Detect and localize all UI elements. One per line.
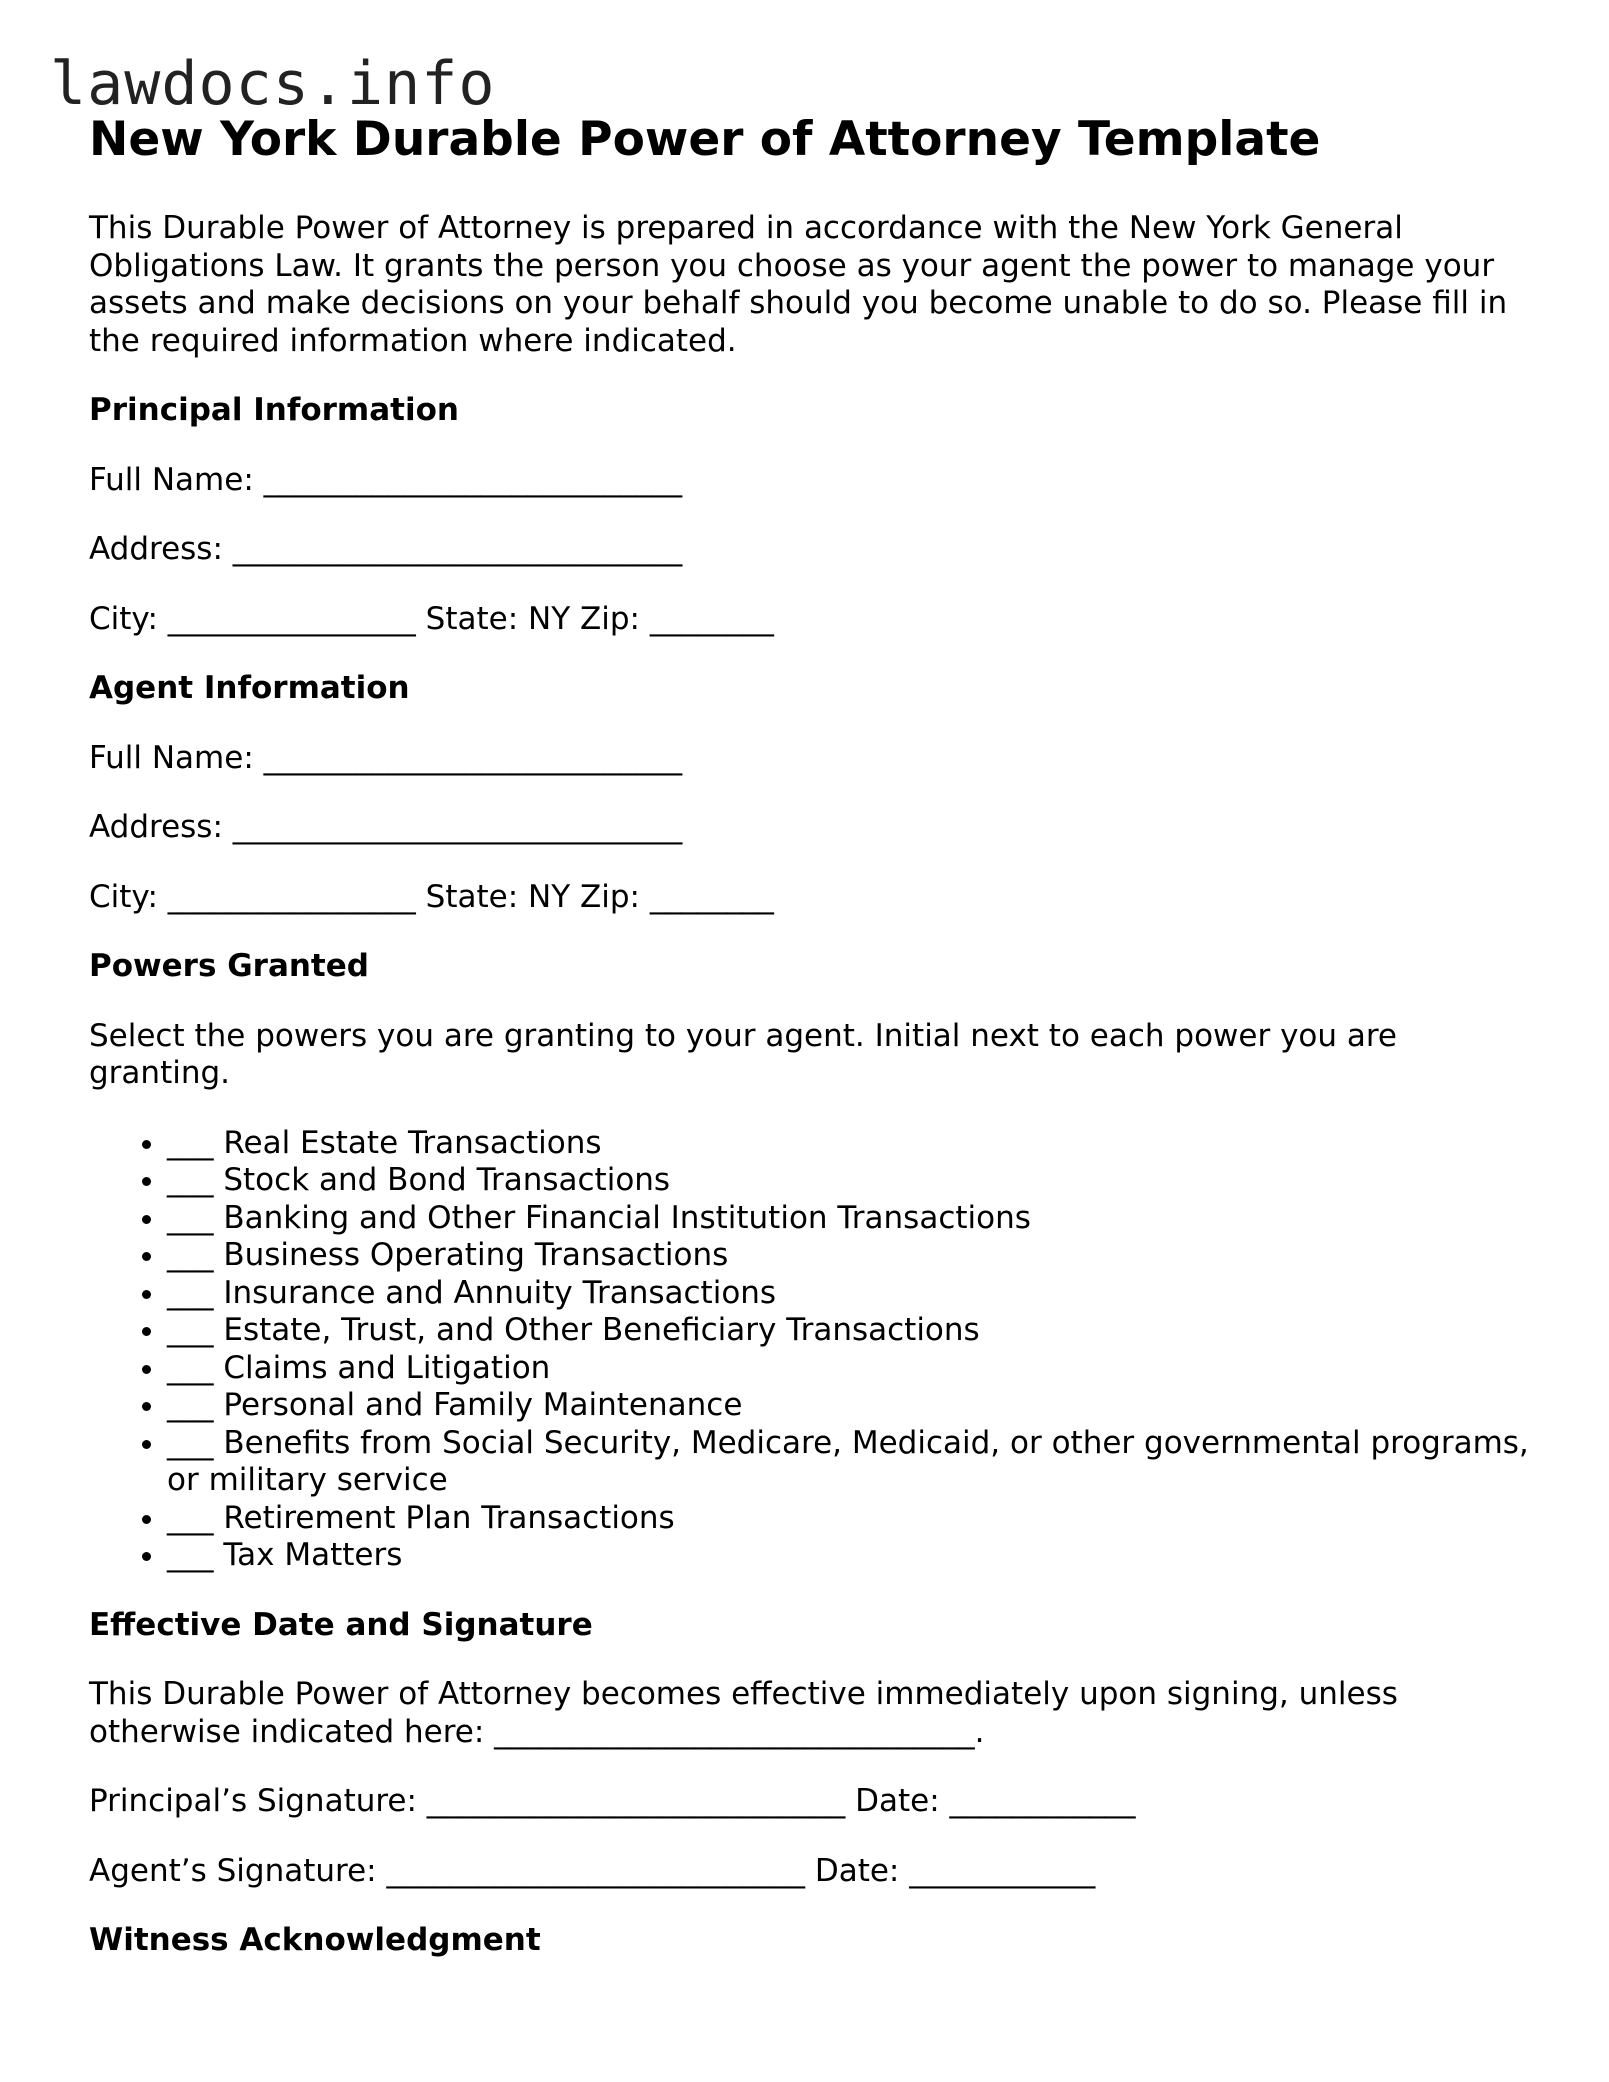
document-title: New York Durable Power of Attorney Template [89, 112, 1321, 167]
powers-heading: Powers Granted [89, 948, 369, 984]
agent-city-state-zip-field: City: ________________ State: NY Zip: ________ [89, 878, 774, 915]
principal-signature-line: Principal’s Signature: ___________________________ Date: ____________ [89, 1783, 1136, 1819]
document-body [89, 108, 1539, 1960]
agent-signature-line: Agent’s Signature: ___________________________ Date: ____________ [89, 1852, 1096, 1889]
intro-paragraph: This Durable Power of Attorney is prepared in accordance with the New York General Obligations Law. It grants the person you choose as your agent the power to manage your assets and make decisions on your behalf should you become unable to do so. Please fill in the required information where indicated. [89, 210, 1508, 359]
powers-instructions: Select the powers you are granting to your agent. Initial next to each power you are granting. [89, 1017, 1398, 1091]
agent-heading: Agent Information [89, 670, 410, 706]
power-item: • ___ Personal and Family Maintenance [167, 1387, 1539, 1425]
power-item: • ___ Claims and Litigation [167, 1350, 1539, 1388]
agent-address-field: Address: _____________________________ [89, 809, 683, 845]
principal-heading: Principal Information [89, 392, 459, 428]
power-item: • ___ Retirement Plan Transactions [167, 1500, 1539, 1538]
principal-full-name-field: Full Name: ___________________________ [89, 461, 683, 498]
witness-heading: Witness Acknowledgment [89, 1922, 541, 1958]
agent-full-name-field: Full Name: ___________________________ [89, 739, 683, 776]
power-item: • ___ Banking and Other Financial Institution Transactions [167, 1200, 1539, 1238]
site-watermark: lawdocs.info [50, 49, 496, 119]
power-item: • ___ Estate, Trust, and Other Beneficiary Transactions [167, 1312, 1539, 1350]
power-item: • ___ Benefits from Social Security, Medicare, Medicaid, or other governmental programs, or military service [167, 1425, 1539, 1500]
power-item: • ___ Stock and Bond Transactions [167, 1162, 1539, 1200]
power-item: • ___ Tax Matters [167, 1537, 1539, 1575]
power-item: • ___ Insurance and Annuity Transactions [167, 1275, 1539, 1313]
power-item: • ___ Business Operating Transactions [167, 1237, 1539, 1275]
effective-paragraph: This Durable Power of Attorney becomes effective immediately upon signing, unless otherwise indicated here: _______________________________. [89, 1676, 1398, 1750]
principal-address-field: Address: _____________________________ [89, 531, 683, 567]
powers-list [89, 1125, 1539, 1575]
effective-heading: Effective Date and Signature [89, 1606, 593, 1643]
power-item: • ___ Real Estate Transactions [167, 1125, 1539, 1163]
principal-city-state-zip-field: City: ________________ State: NY Zip: ________ [89, 600, 774, 637]
